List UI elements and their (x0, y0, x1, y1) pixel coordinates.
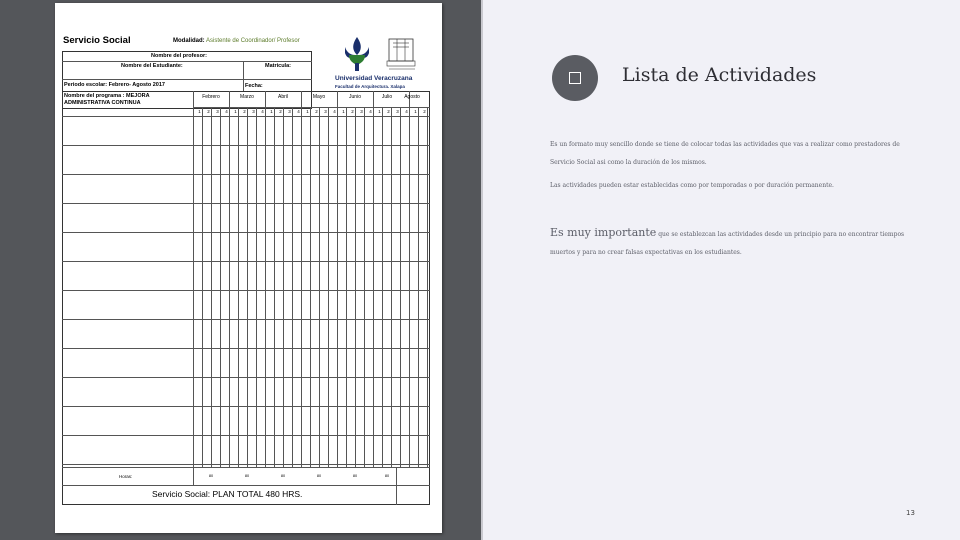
week-number: 4 (261, 109, 264, 114)
month-label: Marzo (240, 94, 254, 100)
week-number: 4 (405, 109, 408, 114)
university-emblem-icon (335, 33, 435, 75)
paragraph-2: Las actividades pueden estar establecidas como por temporadas o por duración permanente. (550, 182, 834, 189)
week-number: 3 (396, 109, 399, 114)
week-number: 2 (387, 109, 390, 114)
grid-column-line (211, 107, 212, 467)
grid-column-line (274, 107, 275, 467)
week-number: 4 (333, 109, 336, 114)
modalidad-text (173, 38, 300, 44)
grid-column-line (427, 107, 428, 467)
week-number: 1 (234, 109, 237, 114)
month-total: 80 (316, 474, 322, 478)
faculty-name: Facultad de Arquitectura. Xalapa (335, 84, 405, 89)
grid-column-line (256, 107, 257, 467)
week-number: 1 (378, 109, 381, 114)
grid-column-line (355, 107, 356, 467)
month-label: Febrero (202, 94, 220, 100)
grid-column-line (418, 107, 419, 467)
paragraph-3 (550, 224, 920, 261)
slide-title: Lista de Actividades (622, 64, 817, 86)
week-number: 3 (288, 109, 291, 114)
document-sheet (55, 3, 442, 533)
paragraph-3-emphasis: Es muy importante (550, 226, 657, 239)
week-number: 2 (351, 109, 354, 114)
checkbox-square-icon (569, 72, 581, 84)
month-label: Mayo (312, 94, 326, 100)
paragraph-3-text: que se establezcan las actividades desde un principio para no encontrar tiempos muertos y para no crear falsas expectativas en los estudiantes. (550, 231, 905, 256)
week-number: 1 (306, 109, 309, 114)
activities-grid (62, 91, 430, 505)
estudiante-label: Nombre del Estudiante: (121, 63, 183, 69)
page-number: 13 (906, 509, 915, 517)
slide-icon-circle (552, 55, 598, 101)
document-title: Servicio Social (63, 35, 131, 46)
programa-label: Nombre del programa : MEJORA ADMINISTRATIVA CONTINUA (64, 93, 150, 106)
plan-total-footer: Servicio Social: PLAN TOTAL 480 HRS. (152, 489, 303, 499)
grid-row-line (62, 290, 430, 291)
grid-row-line (62, 348, 430, 349)
matricula-label: Matricula: (265, 63, 291, 69)
paragraph-1: Es un formato muy sencillo donde se tiene de colocar todas las actividades que vas a realizar como prestadores de Servicio Social asi como la duración de los mismos. (550, 141, 900, 166)
week-number: 1 (270, 109, 273, 114)
grid-column-line (193, 91, 194, 467)
grid-column-line (409, 91, 410, 467)
grid-column-line (346, 107, 347, 467)
university-name: Universidad Veracruzana (335, 75, 413, 82)
profesor-label: Nombre del profesor: (151, 53, 207, 59)
month-total: 80 (384, 474, 390, 478)
pane-divider (481, 0, 483, 540)
grid-row-line (62, 261, 430, 262)
grid-column-line (373, 91, 374, 467)
grid-column-line (364, 107, 365, 467)
week-number: 1 (198, 109, 201, 114)
university-logo (335, 33, 435, 91)
grid-row-line (62, 464, 430, 465)
week-number: 3 (216, 109, 219, 114)
week-number: 2 (279, 109, 282, 114)
grid-row-line (62, 406, 430, 407)
grid-row-line (62, 232, 430, 233)
periodo-label: Periodo escolar: Febrero- Agosto 2017 (64, 82, 165, 88)
week-number: 4 (369, 109, 372, 114)
week-number: 3 (252, 109, 255, 114)
week-number: 1 (414, 109, 417, 114)
grid-column-line (382, 107, 383, 467)
month-total: 80 (352, 474, 358, 478)
month-total: 80 (280, 474, 286, 478)
month-total: 80 (208, 474, 214, 478)
week-number: 4 (225, 109, 228, 114)
month-label: Abril (277, 94, 288, 100)
week-number: 3 (324, 109, 327, 114)
grid-column-line (247, 107, 248, 467)
week-number: 4 (297, 109, 300, 114)
grid-row-line (62, 116, 430, 117)
grid-row-line (62, 467, 430, 468)
grid-column-line (238, 107, 239, 467)
grid-row-line (62, 435, 430, 436)
week-number: 2 (243, 109, 246, 114)
grid-row-line (62, 485, 430, 486)
grid-column-line (400, 107, 401, 467)
grid-row-line (193, 107, 430, 108)
month-label: Agosto (404, 94, 420, 100)
month-label: Julio (381, 94, 393, 100)
week-number: 1 (342, 109, 345, 114)
week-number: 2 (207, 109, 210, 114)
month-total: 80 (244, 474, 250, 478)
grid-row-line (62, 203, 430, 204)
week-number: 3 (360, 109, 363, 114)
grid-column-line (328, 107, 329, 467)
grid-column-line (319, 107, 320, 467)
grid-row-line (62, 377, 430, 378)
grid-column-line (337, 91, 338, 467)
grid-column-line (310, 107, 311, 467)
fecha-label: Fecha: (245, 83, 263, 89)
grid-row-line (62, 145, 430, 146)
grid-column-line (301, 91, 302, 467)
grid-column-line (283, 107, 284, 467)
modalidad-value: Asistente de Coordinador/ Profesor (206, 38, 300, 44)
grid-column-line (229, 91, 230, 467)
grid-row-line (62, 319, 430, 320)
modalidad-label: Modalidad: (173, 38, 205, 44)
grid-column-line (391, 107, 392, 467)
totals-label: Horas: (119, 474, 133, 479)
grid-row-line (62, 174, 430, 175)
week-number: 2 (315, 109, 318, 114)
grid-column-line (265, 91, 266, 467)
grid-column-line (396, 467, 397, 505)
grid-column-line (292, 107, 293, 467)
week-number: 2 (423, 109, 426, 114)
month-label: Junio (349, 94, 361, 100)
grid-column-line (220, 107, 221, 467)
grid-column-line (202, 107, 203, 467)
